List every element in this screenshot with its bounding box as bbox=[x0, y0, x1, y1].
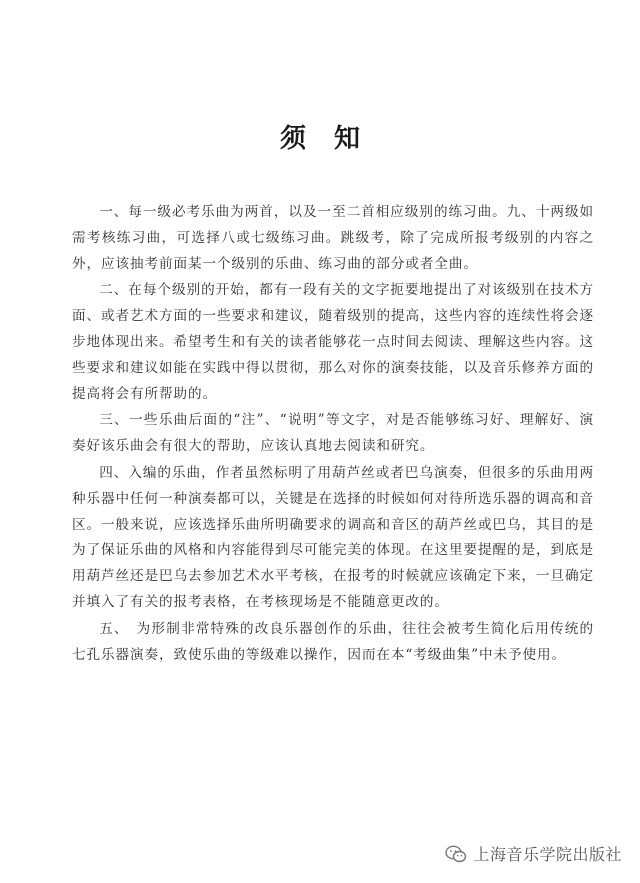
wechat-icon bbox=[445, 845, 467, 863]
paragraph-1: 一、每一级必考乐曲为两首，以及一至二首相应级别的练习曲。九、十两级如需考核练习曲，可选择八或七级练习曲。跳级考，除了完成所报考级别的内容之外，应该抽考前面某一个级别的乐曲、练习曲的部分或者全曲。 bbox=[72, 204, 594, 272]
publisher-name: 上海音乐学院出版社 bbox=[473, 845, 622, 864]
page-title: 须知 bbox=[279, 124, 388, 154]
notice-content bbox=[72, 200, 594, 669]
paragraph-3: 三、一些乐曲后面的“注”、“说明”等文字，对是否能够练习好、理解好、演奏好该乐曲会有很大的帮助，应该认真地去阅读和研究。 bbox=[72, 412, 594, 455]
publisher-watermark bbox=[445, 842, 622, 865]
paragraph-5: 五、 为形制非常特殊的改良乐器创作的乐曲，往往会被考生简化后用传统的七孔乐器演奏，致使乐曲的等级难以操作，因而在本“考级曲集”中未予使用。 bbox=[72, 620, 594, 663]
paragraph-2: 二、在每个级别的开始，都有一段有关的文字扼要地提出了对该级别在技术方面、或者艺术方面的一些要求和建议，随着级别的提高，这些内容的连续性将会逐步地体现出来。希望考生和有关的读者能够花一点时间去阅读、理解这些内容。这些要求和建议如能在实践中得以贯彻，那么对你的演奏技能，以及音乐修养方面的提高将会有所帮助的。 bbox=[72, 282, 594, 402]
paragraph-4: 四、入编的乐曲，作者虽然标明了用葫芦丝或者巴乌演奏，但很多的乐曲用两种乐器中任何一种演奏都可以，关键是在选择的时候如何对待所选乐器的调高和音区。一般来说，应该选择乐曲所明确要求的调高和音区的葫芦丝或巴乌，其目的是为了保证乐曲的风格和内容能得到尽可能完美的体现。在这里要提醒的是，到底是用葫芦丝还是巴乌去参加艺术水平考核，在报考的时候就应该确定下来，一旦确定并填入了有关的报考表格，在考核现场是不能随意更改的。 bbox=[72, 464, 594, 610]
